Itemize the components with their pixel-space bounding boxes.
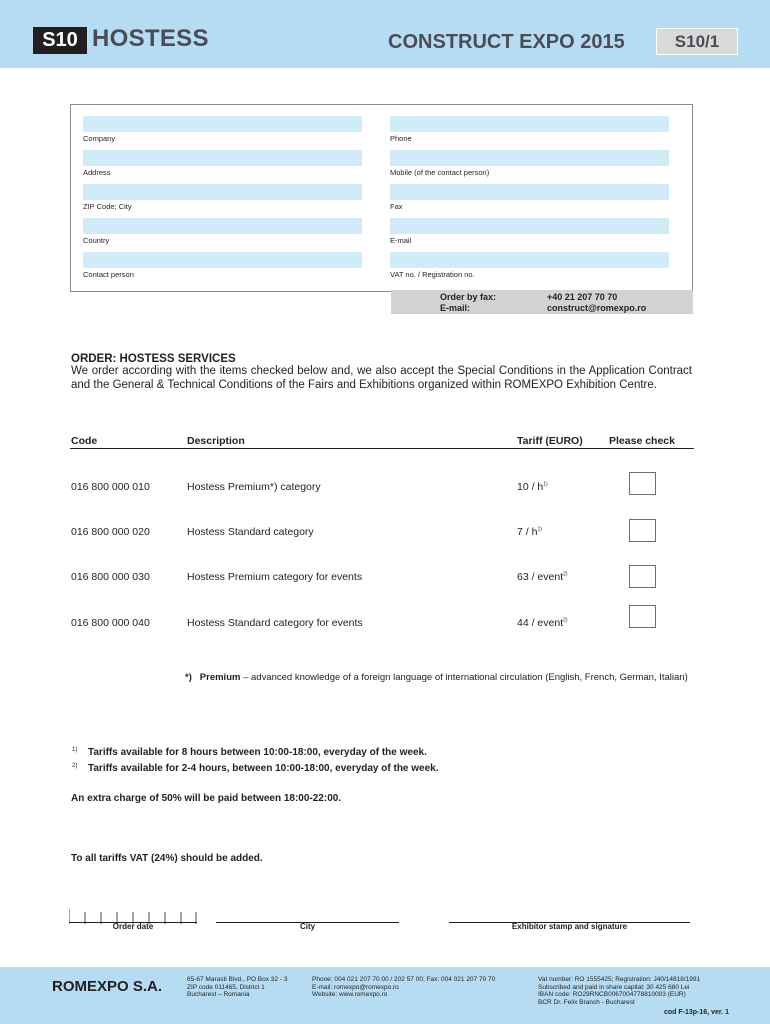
address-field[interactable] — [83, 150, 362, 166]
section-code-badge: S10 — [33, 27, 87, 54]
footnote-marker: 1) — [72, 747, 78, 753]
country-field[interactable] — [83, 218, 362, 234]
row-code: 016 800 000 040 — [71, 617, 150, 629]
footer-address: 65-67 Marasti Blvd., PO Box 32 - 3 ZIP code 011465, District 1 Bucharest – Romania — [187, 976, 288, 998]
vat-label: VAT no. / Registration no. — [390, 270, 475, 279]
company-label: Company — [83, 134, 116, 143]
row-tariff: 63 / event$^{2)}$ — [517, 571, 568, 583]
mobile-field[interactable] — [390, 150, 669, 166]
email-label: E-mail — [390, 236, 412, 245]
row-checkbox[interactable] — [629, 472, 656, 495]
email-field[interactable] — [390, 218, 669, 234]
row-code: 016 800 000 010 — [71, 481, 150, 493]
fax-field[interactable] — [390, 184, 669, 200]
order-date-label: Order date — [112, 922, 154, 931]
zip-city-label: ZIP Code; City — [83, 202, 132, 211]
fax-label: Fax — [390, 202, 403, 211]
col-header-description: Description — [187, 435, 245, 447]
row-tariff: $7 / h^{1)}$ — [517, 526, 542, 538]
extra-charge-note: An extra charge of 50% will be paid between 18:00-22:00. — [71, 793, 342, 804]
row-checkbox[interactable] — [629, 519, 656, 542]
contact-form — [70, 104, 693, 292]
mobile-label: Mobile (of the contact person) — [390, 168, 490, 177]
company-name: ROMEXPO S.A. — [52, 978, 163, 995]
vat-note: To all tariffs VAT (24%) should be added. — [71, 853, 263, 864]
row-code: 016 800 000 020 — [71, 526, 150, 538]
col-header-code: Code — [71, 435, 98, 447]
col-header-tariff: Tariff (EURO) — [517, 435, 583, 447]
footer-legal: Vat number: RO 1555425; Registration: J40/14818/1991 Subscribed and paid in share capital: 30 425 680 Lei IBAN code: RO29RNCB0067004778810003 (EUR) BCR Dr. Felix Branch - Bucharest — [538, 976, 701, 1006]
email-order-address: construct@romexpo.ro — [547, 303, 647, 313]
footnote-text: Tariffs available for 2-4 hours, between 10:00-18:00, everyday of the week. — [88, 763, 439, 774]
company-field[interactable] — [83, 116, 362, 132]
form-code-badge: S10/1 — [656, 28, 738, 55]
order-body: We order according with the items checked below and, we also accept the Special Conditions in the Application Contract and the General & Technical Conditions of the Fairs and Exhibitions organized within ROMEXPO Exhibition Centre. — [71, 365, 692, 391]
document-code: cod F-13p-16, ver. 1 — [664, 1009, 729, 1016]
row-checkbox[interactable] — [629, 605, 656, 628]
zip-city-field[interactable] — [83, 184, 362, 200]
expo-title: CONSTRUCT EXPO 2015 — [388, 31, 625, 53]
email-order-label: E-mail: — [440, 303, 471, 313]
city-label: City — [299, 922, 316, 931]
stamp-signature-label: Exhibitor stamp and signature — [511, 922, 628, 931]
order-contact-box — [391, 290, 693, 314]
phone-label: Phone — [390, 134, 412, 143]
fax-order-number: +40 21 207 70 70 — [547, 292, 618, 302]
table-header-rule — [70, 448, 694, 449]
fax-order-label: Order by fax: — [440, 292, 497, 302]
row-code: 016 800 000 030 — [71, 571, 150, 583]
row-description: Hostess Premium*) category — [187, 481, 321, 493]
footnote-marker: 2) — [72, 763, 78, 769]
contact-person-field[interactable] — [83, 252, 362, 268]
order-title: ORDER: HOSTESS SERVICES — [71, 353, 236, 365]
country-label: Country — [83, 236, 110, 245]
vat-field[interactable] — [390, 252, 669, 268]
footnote-text: Tariffs available for 8 hours between 10:00-18:00, everyday of the week. — [88, 747, 427, 758]
row-checkbox[interactable] — [629, 565, 656, 588]
col-header-check: Please check — [609, 435, 675, 447]
row-tariff: $10 / h^{1)}$ — [517, 481, 548, 493]
row-description: Hostess Premium category for events — [187, 571, 363, 583]
address-label: Address — [83, 168, 111, 177]
footer-contact: Phone: 004 021 207 70 00 / 202 57 00; Fax: 004 021 207 70 70 E-mail: romexpo@romexpo.ro Website: www.romexpo.ro — [312, 976, 496, 998]
contact-person-label: Contact person — [83, 270, 134, 279]
phone-field[interactable] — [390, 116, 669, 132]
row-description: Hostess Standard category — [187, 526, 314, 538]
row-description: Hostess Standard category for events — [187, 617, 363, 629]
page-title: HOSTESS — [92, 25, 209, 52]
premium-note: *) Premium – advanced knowledge of a foreign language of international circulation (English, French, German, Italian) — [185, 672, 688, 683]
row-tariff: 44 / event$^{2)}$ — [517, 617, 568, 629]
